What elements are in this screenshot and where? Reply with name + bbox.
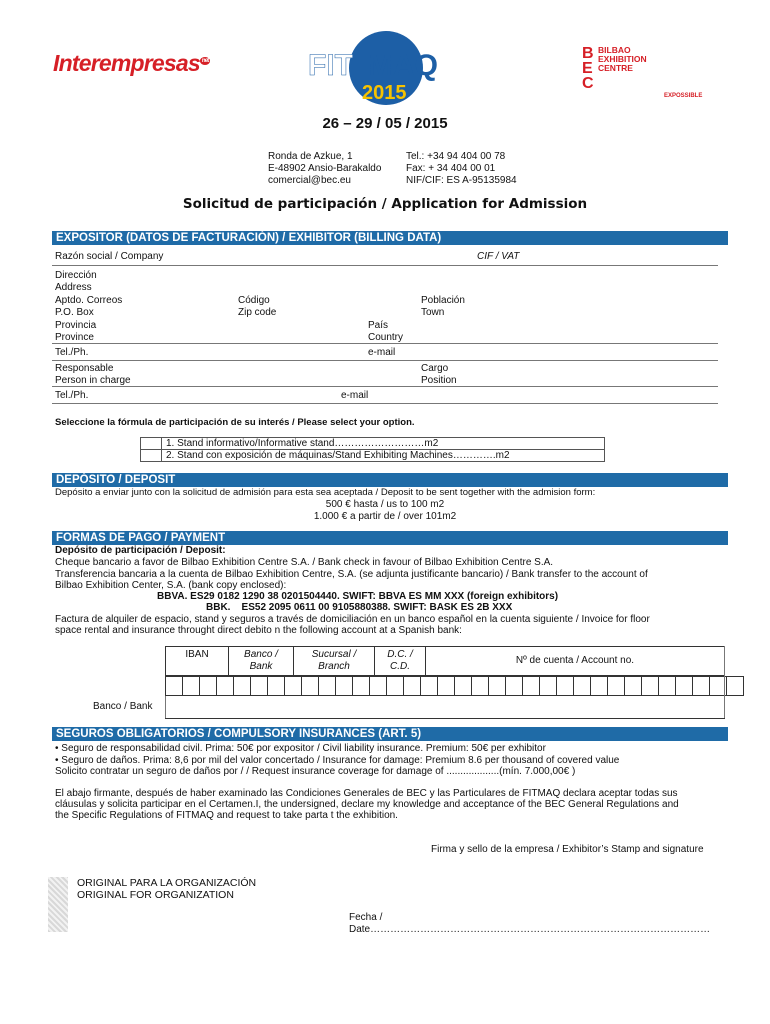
section-payment-heading: FORMAS DE PAGO / PAYMENT [52,531,726,545]
deposit-line2: 1.000 € a partir de / over 101m2 [313,511,457,522]
tel-label: Tel./Ph. [55,347,89,358]
payment-line3: Bilbao Exhibition Center, S.A. (bank copy enclosed): [55,580,287,591]
option1-label: 1. Stand informativo/Informative stand………………………m2 [162,438,605,450]
svg-text:FIT: FIT [308,49,353,82]
select-option-prompt: Seleccione la fórmula de participación de su interés / Please select your option. [55,417,415,428]
zip-label: Código Zip code [238,295,277,318]
option2-checkbox[interactable] [141,450,162,462]
section-deposit-heading: DEPÓSITO / DEPOSIT [52,473,726,487]
payment-line5: space rental and insurance throught direct debito n the following account at a Spanish bank: [55,625,462,636]
date-field[interactable]: Fecha / Date………………………………………………………………………………………… [349,912,711,935]
divider [724,646,725,718]
country-label: País Country [368,320,404,343]
fitmaq-logo [306,31,466,106]
svg-text:2015: 2015 [362,82,407,104]
svg-text:MAQ: MAQ [368,49,438,82]
page-title: Solicitud de participación / Application for Admission [182,196,588,212]
address-left: Ronda de Azkue, 1 E-48902 Ansio-Barakaldo comercial@bec.eu [268,151,382,186]
payment-line2: Transferencia bancaria a la cuenta de Bilbao Exhibition Centre, S.A. (se adjunta justificante bancario) / Bank transfer to the account of [55,569,648,580]
divider [165,718,725,719]
branch-header: Sucursal / Branch [294,647,375,676]
position-label: Cargo Position [421,363,457,386]
account-header: Nº de cuenta / Account no. [426,647,725,676]
deposit-text: Depósito a enviar junto con la solicitud de admisión para esta sea aceptada / Deposit to be sent together with the admision form: [55,487,596,498]
responsible-label: Responsable Person in charge [55,363,131,386]
divider [52,265,718,266]
section-insurance-heading: SEGUROS OBLIGATORIOS / COMPULSORY INSURANCES (ART. 5) [52,727,726,741]
event-dates: 26 – 29 / 05 / 2015 [322,115,448,132]
option2-label: 2. Stand con exposición de máquinas/Stand Exhibiting Machines………….m2 [162,450,605,462]
divider [52,386,718,387]
insurance-line1: • Seguro de responsabilidad civil. Prima: 50€ por expositor / Civil liability insurance. Premium: 50€ per exhibitor [55,743,546,754]
deposit-line1: 500 € hasta / us to 100 m2 [325,499,445,510]
pobox-label: Aptdo. Correos P.O. Box [55,295,123,318]
section-exhibitor-heading: EXPOSITOR (DATOS DE FACTURACIÓN) / EXHIBITOR (BILLING DATA) [52,231,726,245]
address-label: Dirección Address [55,270,97,293]
town-label: Población Town [421,295,465,318]
iban-header: IBAN [166,647,229,676]
payment-line1: Cheque bancario a favor de Bilbao Exhibition Centre S.A. / Bank check in favour of Bilbao Exhibition Centre S.A. [55,557,554,568]
original-label: ORIGINAL PARA LA ORGANIZACIÓN ORIGINAL FOR ORGANIZATION [77,877,257,901]
province-label: Provincia Province [55,320,97,343]
insurance-line3: Solicito contratar un seguro de daños por / / Request insurance coverage for damage of ...................(mín. 7.000,00€ ) [55,766,576,777]
bank-label: Banco / Bank [93,701,153,712]
signature-label: Firma y sello de la empresa / Exhibitor’s Stamp and signature [431,844,704,855]
email-label: e-mail [368,347,396,358]
deposit-label: Depósito de participación / Deposit: [55,545,226,556]
bank-header: Banco / Bank [229,647,294,676]
bank-account-table [165,646,725,676]
payment-line4: Factura de alquiler de espacio, stand y seguros a través de domiciliación en un banco español en la cuenta siguiente / Invoice for floor [55,614,650,625]
divider [52,360,718,361]
interempresas-logo: Interempresas $^{net}$ [53,50,209,76]
divider [52,403,718,404]
declaration-line3: the Specific Regulations of FITMAQ and request to take parta t the exhibition. [55,810,398,821]
declaration-line2: cláusulas y solicita participar en el Certamen.I, the undersigned, declare my knowledge and acceptance of the BEC General Regulations and [55,799,679,810]
cif-label: CIF / VAT [477,251,520,262]
divider [52,343,718,344]
email2-label: e-mail [341,390,369,401]
insurance-line2: • Seguro de daños. Prima: 8,6 por mil del valor concertado / Insurance for damage: Premium 8.6 per thousand of covered value [55,755,620,766]
stand-options-table [140,437,605,462]
stamp-box [48,877,68,932]
account-number-grid[interactable] [165,676,744,696]
tel2-label: Tel./Ph. [55,390,89,401]
company-label: Razón social / Company [55,251,164,262]
divider [165,696,166,718]
bec-logo: B E C BILBAO EXHIBITION CENTRE EXPOSSIBLE [582,45,703,99]
declaration-line1: El abajo firmante, después de haber examinado las Condiciones Generales de BEC y las Particulares de FITMAQ declara aceptar todas sus [55,788,678,799]
option1-checkbox[interactable] [141,438,162,450]
dc-header: D.C. / C.D. [375,647,426,676]
bbk-account: BBK. ES52 2095 0611 00 9105880388. SWIFT: BASK ES 2B XXX [206,602,513,613]
bbva-account: BBVA. ES29 0182 1290 38 0201504440. SWIFT: BBVA ES MM XXX (foreign exhibitors) [157,591,559,602]
address-right: Tel.: +34 94 404 00 78 Fax: + 34 404 00 01 NIF/CIF: ES A-95135984 [406,151,517,186]
